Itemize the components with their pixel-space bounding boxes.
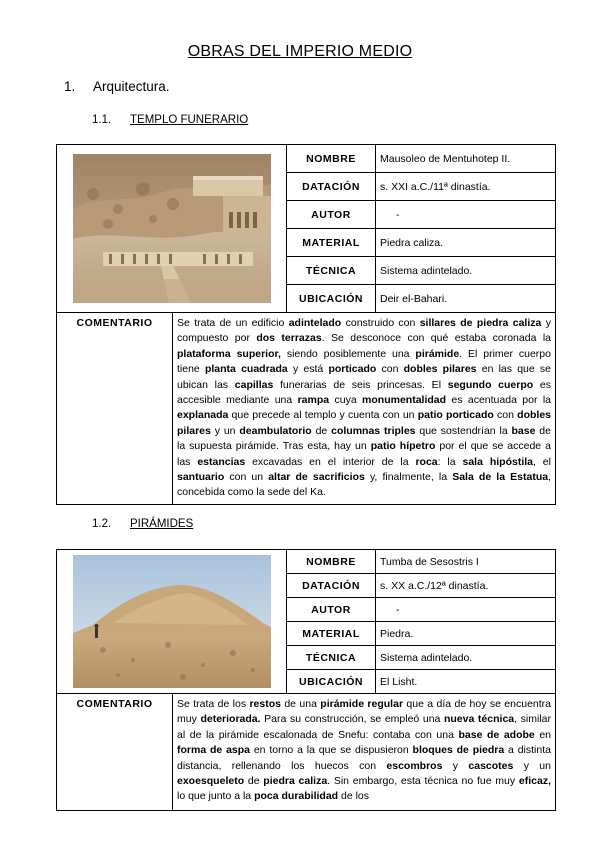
comentario-text: Se trata de un edificio adintelado construido con sillares de piedra caliza y compuesto por dos terrazas. Se desconoce con qué estaba coronada la plataforma superior, siendo posiblemente una pirámide. El primer cuerpo tiene planta cuadrada y está porticado con dobles pilares en las que se ubican las capillas funerarias de seis princesas. El segundo cuerpo es accesible mediante una rampa cuya monumentalidad es acentuada por la explanada que precede al templo y cuenta con un patio porticado con dobles pilares y un deambulatorio de columnas triples que sostendrían la base de la supuesta pirámide. Tras esta, hay un patio hípetro por el que se accede a las estancias excavadas en el interior de la roca: la sala hipóstila, el santuario con un altar de sacrificios y, finalmente, la Sala de la Estatua, concebida como la sede del Ka. — [177, 317, 552, 499]
section-number: 1. — [64, 79, 76, 94]
section-heading — [64, 79, 170, 94]
subsection-number: 1.1. — [92, 114, 112, 126]
label-material: MATERIAL — [287, 622, 376, 646]
subsection-heading-templo — [92, 114, 248, 126]
work-card-piramides — [56, 549, 556, 811]
label-material: MATERIAL — [287, 229, 376, 257]
work-card-templo — [56, 144, 556, 505]
label-nombre: NOMBRE — [287, 550, 376, 574]
section-title: Arquitectura. — [93, 79, 170, 94]
image-cell — [57, 550, 287, 694]
document-title: OBRAS DEL IMPERIO MEDIO — [187, 43, 413, 60]
label-ubicacion: UBICACIÓN — [287, 285, 376, 313]
subsection-number: 1.2. — [92, 518, 112, 530]
subsection-heading-piramides — [92, 518, 193, 530]
label-datacion: DATACIÓN — [287, 173, 376, 201]
label-autor: AUTOR — [287, 598, 376, 622]
value-tecnica: Sistema adintelado. — [376, 646, 556, 670]
value-material: Piedra. — [376, 622, 556, 646]
value-ubicacion: El Lisht. — [376, 670, 556, 694]
value-datacion: s. XXI a.C./11ª dinastía. — [376, 173, 556, 201]
label-tecnica: TÉCNICA — [287, 646, 376, 670]
value-datacion: s. XX a.C./12ª dinastía. — [376, 574, 556, 598]
label-datacion: DATACIÓN — [287, 574, 376, 598]
subsection-title: PIRÁMIDES — [130, 518, 194, 530]
label-ubicacion: UBICACIÓN — [287, 670, 376, 694]
label-nombre: NOMBRE — [287, 145, 376, 173]
label-comentario: COMENTARIO — [57, 313, 173, 504]
temple-photo-icon — [73, 154, 271, 303]
comentario-text: Se trata de los restos de una pirámide regular que a día de hoy se encuentra muy deteriorada. Para su construcción, se empleó una nueva técnica, similar al de la pirámide escalonada de Snefu: contaba con una base de adobe en forma de aspa en torno a la que se dispusieron bloques de piedra a distinta distancia, rellenando los huecos con escombros y cascotes y un exoesqueleto de piedra caliza. Sin embargo, esta técnica no fue muy eficaz, lo que junto a la poca durabilidad de los — [177, 698, 551, 803]
label-autor: AUTOR — [287, 201, 376, 229]
value-nombre: Mausoleo de Mentuhotep II. — [376, 145, 556, 173]
value-tecnica: Sistema adintelado. — [376, 257, 556, 285]
image-cell — [57, 145, 287, 313]
value-material: Piedra caliza. — [376, 229, 556, 257]
label-comentario: COMENTARIO — [57, 694, 173, 810]
value-autor: - — [376, 201, 556, 229]
subsection-title: TEMPLO FUNERARIO — [130, 114, 249, 126]
value-ubicacion: Deir el-Bahari. — [376, 285, 556, 313]
value-nombre: Tumba de Sesostris I — [376, 550, 556, 574]
label-tecnica: TÉCNICA — [287, 257, 376, 285]
pyramid-photo-icon — [73, 555, 271, 688]
value-autor: - — [376, 598, 556, 622]
